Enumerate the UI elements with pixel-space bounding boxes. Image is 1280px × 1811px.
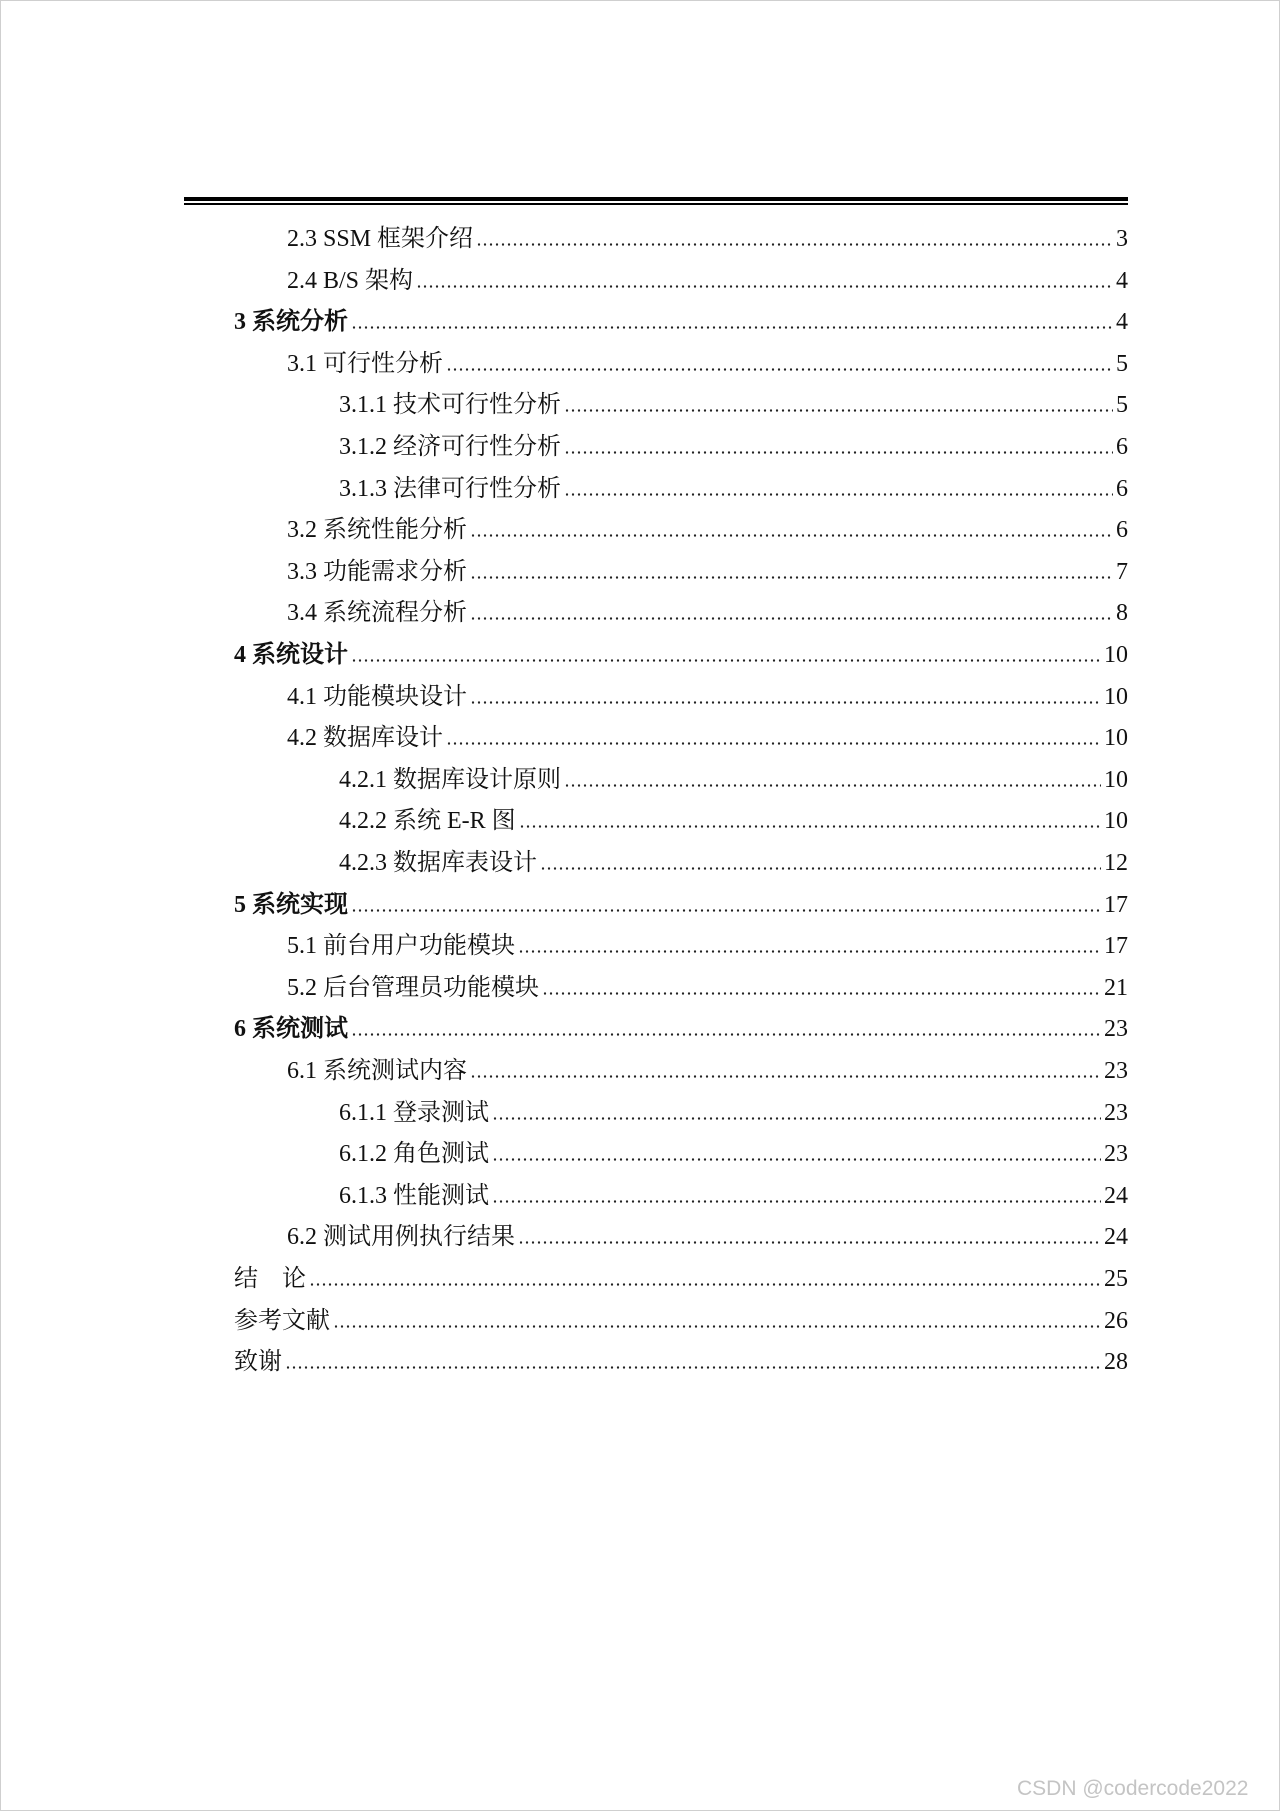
dot-leader: [519, 825, 1101, 828]
toc-entry-page-number: 8: [1116, 600, 1128, 627]
toc-entry-title: 3.1.3 法律可行性分析: [339, 475, 561, 502]
toc-entry-page-number: 17: [1104, 891, 1128, 918]
toc-entry[interactable]: [287, 962, 1128, 1002]
toc-entry[interactable]: [339, 795, 1128, 835]
toc-entry[interactable]: [287, 213, 1128, 253]
toc-entry-page-number: 25: [1104, 1266, 1128, 1292]
dot-leader: [492, 1200, 1101, 1203]
toc-entry[interactable]: [234, 879, 1128, 919]
dot-leader: [564, 409, 1113, 412]
toc-entry[interactable]: [287, 1045, 1128, 1085]
toc-entry[interactable]: [287, 546, 1128, 586]
toc-entry-page-number: 5: [1116, 392, 1128, 419]
toc-entry-title: 2.4 B/S 架构: [287, 267, 414, 294]
toc-entry-title: 6.1.2 角色测试: [339, 1141, 489, 1168]
toc-entry-title: 3.1.2 经济可行性分析: [339, 434, 561, 460]
toc-entry-page-number: 24: [1104, 1224, 1128, 1251]
toc-entry-title: 3.1.1 技术可行性分析: [339, 392, 561, 419]
dot-leader: [518, 1241, 1101, 1244]
toc-entry-title: 6 系统测试: [234, 1016, 348, 1043]
toc-entry[interactable]: [339, 754, 1128, 794]
dot-leader: [476, 243, 1113, 246]
toc-entry[interactable]: [234, 1003, 1128, 1043]
dot-leader: [470, 1075, 1101, 1078]
toc-entry-title: 3.2 系统性能分析: [287, 517, 467, 544]
toc-entry[interactable]: [339, 421, 1128, 461]
toc-entry[interactable]: [234, 629, 1128, 669]
toc-entry-page-number: 21: [1104, 974, 1128, 1001]
toc-entry[interactable]: [287, 1211, 1128, 1251]
toc-entry-title: 6.1.3 性能测试: [339, 1182, 489, 1209]
toc-entry-page-number: 4: [1116, 267, 1128, 294]
dot-leader: [309, 1283, 1101, 1286]
toc-entry-title: 3.4 系统流程分析: [287, 600, 467, 627]
toc-entry-title: 4.1 功能模块设计: [287, 683, 467, 710]
toc-entry-title: 3.1 可行性分析: [287, 350, 443, 377]
toc-entry[interactable]: [234, 1336, 1128, 1376]
dot-leader: [564, 493, 1113, 496]
toc-entry[interactable]: [339, 1128, 1128, 1168]
dot-leader: [470, 576, 1113, 579]
toc-entry-page-number: 3: [1116, 226, 1128, 252]
dot-leader: [540, 867, 1101, 870]
dot-leader: [542, 992, 1101, 995]
toc-entry-page-number: 10: [1104, 725, 1128, 752]
dot-leader: [470, 617, 1113, 620]
toc-entry-page-number: 23: [1104, 1099, 1128, 1126]
toc-entry-page-number: 6: [1116, 434, 1128, 460]
toc-entry-title: 4 系统设计: [234, 642, 348, 668]
toc-entry[interactable]: [287, 671, 1128, 711]
dot-leader: [470, 534, 1113, 537]
toc-entry-page-number: 12: [1104, 850, 1128, 876]
toc-entry-page-number: 23: [1104, 1016, 1128, 1043]
toc-entry-page-number: 6: [1116, 475, 1128, 502]
toc-entry-page-number: 5: [1116, 350, 1128, 377]
toc-entry-page-number: 24: [1104, 1182, 1128, 1209]
toc-entry-page-number: 6: [1116, 517, 1128, 544]
toc-entry[interactable]: [287, 504, 1128, 544]
toc-entry[interactable]: [339, 463, 1128, 503]
header-rule-thick: [184, 197, 1128, 201]
dot-leader: [416, 285, 1113, 288]
toc-entry[interactable]: [339, 1170, 1128, 1210]
watermark: CSDN @codercode2022: [1017, 1777, 1249, 1800]
dot-leader: [285, 1366, 1101, 1369]
dot-leader: [564, 784, 1101, 787]
toc-entry[interactable]: [287, 338, 1128, 378]
toc-entry[interactable]: [339, 1087, 1128, 1127]
toc-entry-page-number: 23: [1104, 1058, 1128, 1084]
toc-entry-title: 5 系统实现: [234, 891, 348, 918]
toc-entry[interactable]: [234, 1295, 1128, 1335]
toc-entry-page-number: 10: [1104, 766, 1128, 793]
toc-entry[interactable]: [339, 379, 1128, 419]
toc-entry[interactable]: [339, 837, 1128, 877]
dot-leader: [351, 909, 1101, 912]
toc-entry-title: 3.3 功能需求分析: [287, 558, 467, 585]
dot-leader: [351, 1033, 1101, 1036]
dot-leader: [564, 451, 1113, 454]
toc-entry-title: 2.3 SSM 框架介绍: [287, 226, 474, 252]
dot-leader: [446, 742, 1101, 745]
toc-entry-title: 4.2 数据库设计: [287, 725, 443, 752]
toc-entry[interactable]: [287, 920, 1128, 960]
toc-entry-page-number: 4: [1116, 309, 1128, 336]
toc-entry[interactable]: [287, 255, 1128, 295]
dot-leader: [518, 950, 1101, 953]
toc-entry-page-number: 7: [1116, 558, 1128, 585]
toc-entry-title: 参考文献: [234, 1307, 330, 1334]
toc-entry-page-number: 17: [1104, 933, 1128, 960]
dot-leader: [446, 368, 1113, 371]
toc-entry-title: 5.2 后台管理员功能模块: [287, 974, 539, 1001]
toc-entry[interactable]: [287, 587, 1128, 627]
dot-leader: [351, 326, 1113, 329]
toc-entry-title: 6.1 系统测试内容: [287, 1058, 467, 1084]
toc-entry[interactable]: [234, 296, 1128, 336]
toc-entry-page-number: 23: [1104, 1141, 1128, 1168]
dot-leader: [492, 1117, 1101, 1120]
toc-entry-title: 6.1.1 登录测试: [339, 1099, 489, 1126]
toc-entry-title: 结 论: [234, 1266, 306, 1292]
toc-entry-title: 4.2.2 系统 E-R 图: [339, 808, 516, 835]
toc-entry-page-number: 26: [1104, 1307, 1128, 1334]
toc-entry-title: 5.1 前台用户功能模块: [287, 933, 515, 960]
toc-entry-title: 致谢: [234, 1349, 282, 1376]
toc-entry-title: 4.2.3 数据库表设计: [339, 850, 537, 876]
toc-entry[interactable]: [287, 712, 1128, 752]
toc-entry-title: 6.2 测试用例执行结果: [287, 1224, 515, 1251]
dot-leader: [470, 701, 1101, 704]
toc-entry-page-number: 10: [1104, 808, 1128, 835]
dot-leader: [351, 659, 1101, 662]
toc-entry-title: 4.2.1 数据库设计原则: [339, 766, 561, 793]
toc-entry-page-number: 28: [1104, 1349, 1128, 1376]
dot-leader: [333, 1325, 1101, 1328]
toc-entry-page-number: 10: [1104, 642, 1128, 668]
toc-entry-title: 3 系统分析: [234, 309, 348, 336]
header-rule-thin: [184, 203, 1128, 205]
toc-entry-page-number: 10: [1104, 683, 1128, 710]
dot-leader: [492, 1158, 1101, 1161]
toc-entry[interactable]: [234, 1253, 1128, 1293]
